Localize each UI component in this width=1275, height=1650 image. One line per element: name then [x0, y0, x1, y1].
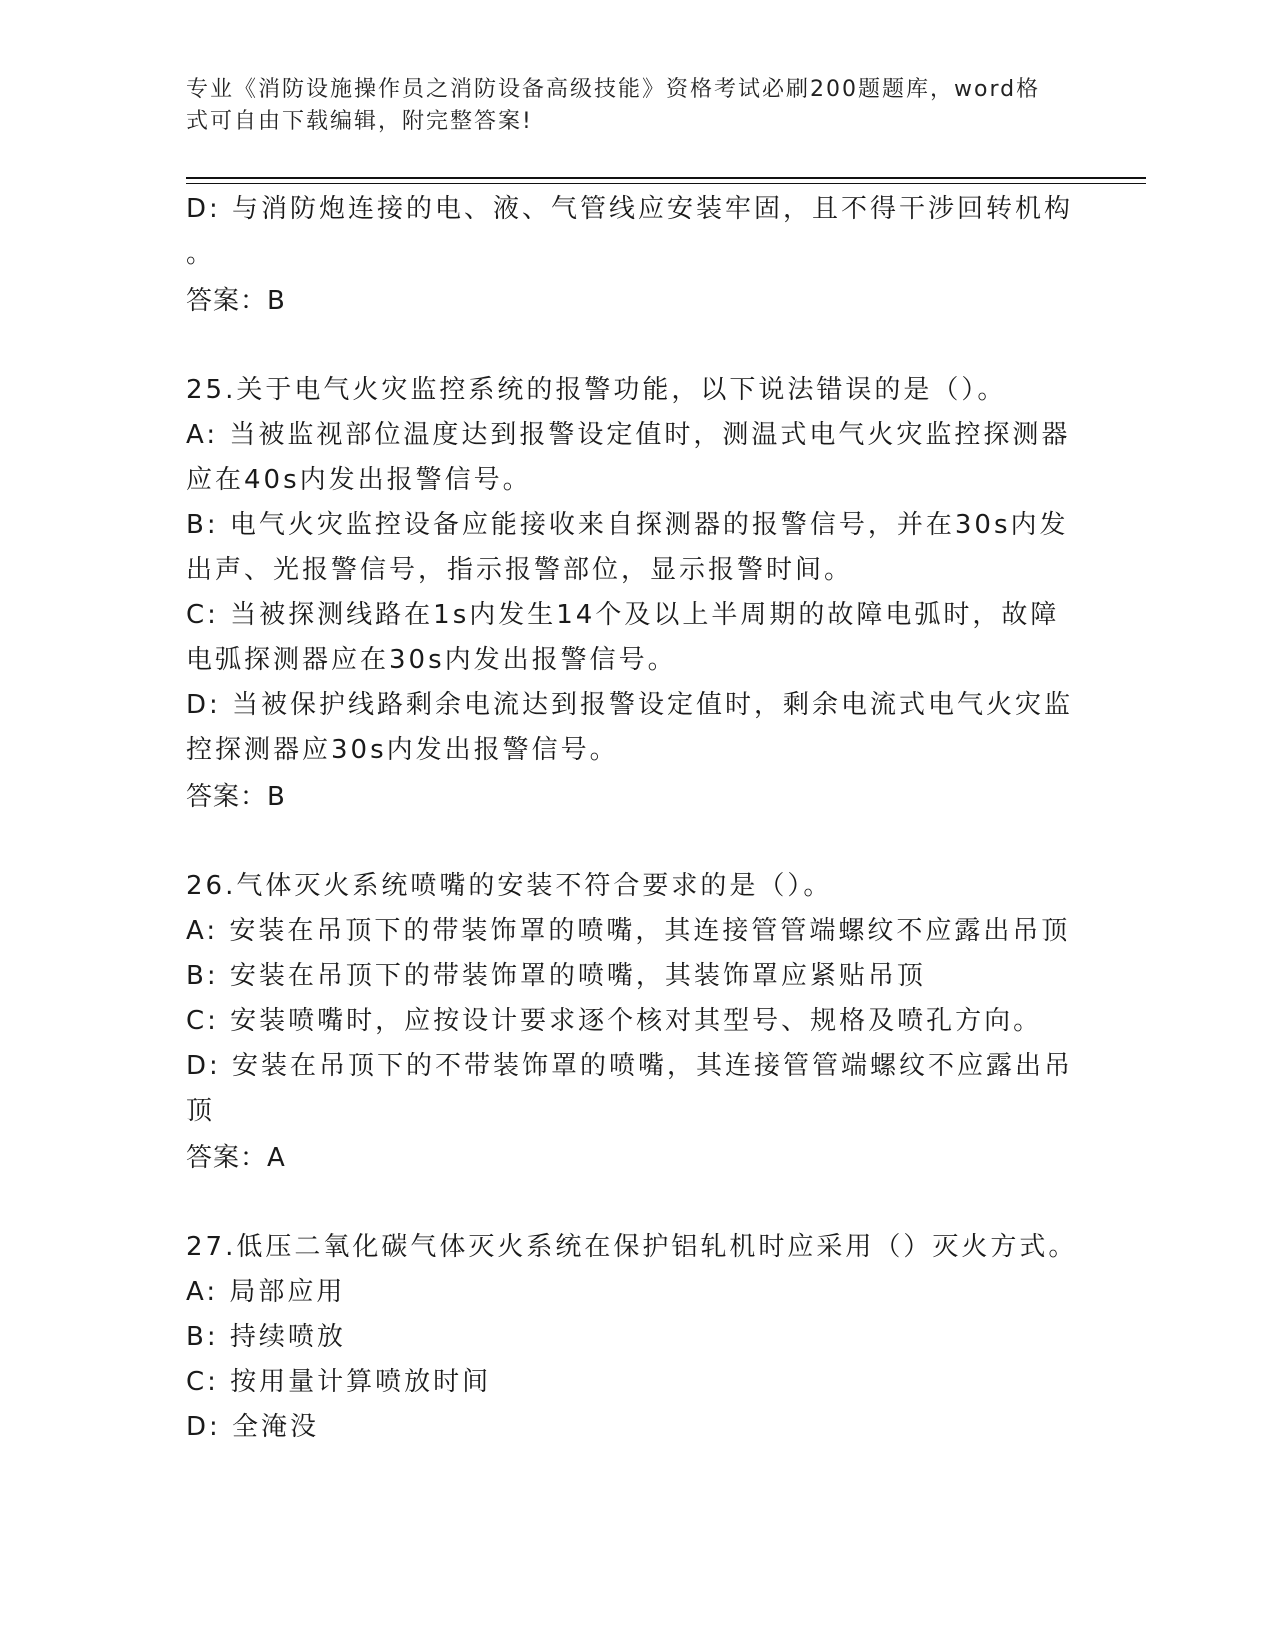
- q27-option-d: D: 全淹没: [186, 1412, 320, 1442]
- q26-option-c: C: 安装喷嘴时，应按设计要求逐个核对其型号、规格及喷孔方向。: [186, 1006, 1043, 1036]
- q26-option-a: A: 安装在吊顶下的带装饰罩的喷嘴，其连接管管端螺纹不应露出吊顶: [186, 916, 1071, 946]
- question-26: [186, 864, 1074, 1182]
- q25-answer: 答案：B: [186, 782, 286, 812]
- q27-stem: 27.低压二氧化碳气体灭火系统在保护铝轧机时应采用（）灭火方式。: [186, 1232, 1078, 1262]
- spacer: [186, 821, 1066, 864]
- question-27: [186, 1225, 1078, 1450]
- q26-answer: 答案：A: [186, 1143, 286, 1173]
- q25-option-a-line-1: A: 当被监视部位温度达到报警设定值时，测温式电气火灾监控探测器: [186, 420, 1071, 450]
- question-25: [186, 368, 1074, 821]
- q25-option-c-line-2: 电弧探测器应在30s内发出报警信号。: [186, 645, 677, 675]
- header-line-1: 专业《消防设施操作员之消防设备高级技能》资格考试必刷200题题库，word格: [186, 77, 1041, 102]
- question-content: [186, 187, 1078, 1450]
- q26-option-d-line-2: 顶: [186, 1096, 216, 1126]
- q26-option-b: B: 安装在吊顶下的带装饰罩的喷嘴，其装饰罩应紧贴吊顶: [186, 961, 926, 991]
- q24-answer: 答案：B: [186, 286, 286, 316]
- q25-stem: 25.关于电气火灾监控系统的报警功能，以下说法错误的是（）。: [186, 375, 1007, 405]
- question-24-tail: [186, 187, 1074, 325]
- spacer: [186, 1182, 1066, 1225]
- q25-option-d-line-2: 控探测器应30s内发出报警信号。: [186, 735, 619, 765]
- header-divider-thin: [186, 183, 1146, 184]
- spacer: [186, 325, 1066, 368]
- q27-option-a: A: 局部应用: [186, 1277, 346, 1307]
- q26-stem: 26.气体灭火系统喷嘴的安装不符合要求的是（）。: [186, 871, 833, 901]
- q27-option-c: C: 按用量计算喷放时间: [186, 1367, 492, 1397]
- q26-option-d-line-1: D: 安装在吊顶下的不带装饰罩的喷嘴，其连接管管端螺纹不应露出吊: [186, 1051, 1074, 1081]
- q25-option-c-line-1: C: 当被探测线路在1s内发生14个及以上半周期的故障电弧时，故障: [186, 600, 1060, 630]
- q24-option-d-line-1: D: 与消防炮连接的电、液、气管线应安装牢固，且不得干涉回转机构: [186, 194, 1074, 224]
- q25-option-b-line-2: 出声、光报警信号，指示报警部位，显示报警时间。: [186, 555, 854, 585]
- document-header: [186, 74, 1066, 138]
- q27-option-b: B: 持续喷放: [186, 1322, 346, 1352]
- q25-option-a-line-2: 应在40s内发出报警信号。: [186, 465, 532, 495]
- q24-option-d-line-2: 。: [186, 239, 216, 269]
- q25-option-d-line-1: D: 当被保护线路剩余电流达到报警设定值时，剩余电流式电气火灾监: [186, 690, 1074, 720]
- q25-option-b-line-1: B: 电气火灾监控设备应能接收来自探测器的报警信号，并在30s内发: [186, 510, 1069, 540]
- header-divider-thick: [186, 177, 1146, 179]
- header-line-2: 式可自由下载编辑，附完整答案!: [186, 109, 533, 134]
